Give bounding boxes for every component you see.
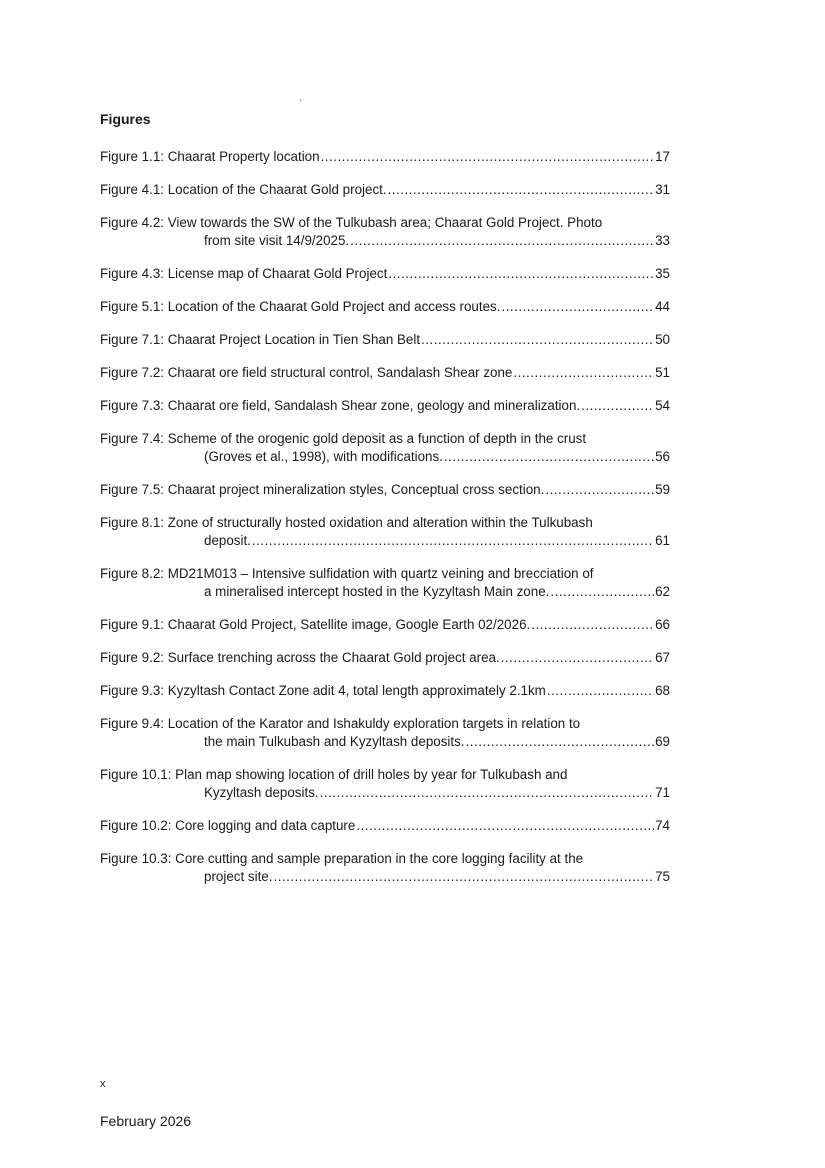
figure-entry[interactable] — [100, 766, 670, 802]
figure-entry-title — [100, 514, 670, 532]
figure-entry-text: Figure 4.2: View towards the SW of the Tulkubash area; Chaarat Gold Project. Photo — [100, 215, 603, 230]
figure-entry[interactable] — [100, 430, 670, 466]
figure-entry-text: from site visit 14/9/2025. — [204, 233, 350, 248]
figure-entry-title — [100, 850, 670, 868]
figure-entry[interactable] — [100, 565, 670, 601]
figure-entry-title — [100, 649, 670, 667]
figure-entry-text: Figure 9.2: Surface trenching across the Chaarat Gold project area. — [100, 650, 500, 665]
figure-entry[interactable] — [100, 331, 670, 349]
list-of-figures — [100, 148, 670, 901]
figure-entry-title — [100, 616, 670, 634]
figure-entry[interactable] — [100, 850, 670, 886]
figure-entry-text: Figure 7.4: Scheme of the orogenic gold deposit as a function of depth in the crust — [100, 431, 587, 446]
figure-entry-title — [100, 430, 670, 448]
figure-entry[interactable] — [100, 682, 670, 700]
figure-entry-continuation — [100, 232, 670, 250]
figure-entry[interactable] — [100, 397, 670, 415]
figure-entry-text: Figure 7.1: Chaarat Project Location in Tien Shan Belt — [100, 332, 421, 347]
figure-entry-title — [100, 331, 670, 349]
figure-entry-continuation — [100, 583, 670, 601]
figure-entry[interactable] — [100, 214, 670, 250]
figure-entry-title — [100, 364, 670, 382]
figure-entry-text: the main Tulkubash and Kyzyltash deposits. — [204, 734, 465, 749]
figure-entry-text: Figure 7.5: Chaarat project mineralization styles, Conceptual cross section. — [100, 482, 545, 497]
figure-entry[interactable] — [100, 817, 670, 835]
figure-entry-title — [100, 397, 670, 415]
figure-entry-text: Figure 10.2: Core logging and data capture — [100, 818, 356, 833]
dot-leader — [545, 481, 654, 499]
figure-entry-title — [100, 766, 670, 784]
figure-entry-text: Figure 7.3: Chaarat ore field, Sandalash Shear zone, geology and mineralization. — [100, 398, 581, 413]
dot-leader — [547, 682, 654, 700]
figure-entry[interactable] — [100, 265, 670, 283]
figure-page-number: 69 — [655, 734, 670, 749]
dot-leader — [550, 583, 654, 601]
figure-entry-title — [100, 715, 670, 733]
dot-leader — [356, 817, 654, 835]
figure-page-number: 74 — [655, 818, 670, 833]
figure-entry-continuation — [100, 784, 670, 802]
dot-leader — [466, 733, 655, 751]
figure-entry[interactable] — [100, 181, 670, 199]
figure-entry-title — [100, 817, 670, 835]
figure-entry-text: Kyzyltash deposits. — [204, 785, 319, 800]
figure-entry[interactable] — [100, 148, 670, 166]
figure-entry-continuation — [100, 448, 670, 466]
section-heading: Figures — [100, 111, 151, 127]
dot-leader — [421, 331, 654, 349]
figure-entry[interactable] — [100, 715, 670, 751]
figure-entry[interactable] — [100, 481, 670, 499]
figure-entry-continuation — [100, 532, 670, 550]
figure-page-number: 68 — [655, 683, 670, 698]
dot-leader — [444, 448, 654, 466]
figure-page-number: 59 — [655, 482, 670, 497]
figure-entry-text: Figure 9.3: Kyzyltash Contact Zone adit 4, total length approximately 2.1km — [100, 683, 546, 698]
dot-leader — [513, 364, 654, 382]
figure-page-number: 17 — [655, 149, 670, 164]
figure-entry[interactable] — [100, 364, 670, 382]
figure-entry-text: Figure 4.1: Location of the Chaarat Gold project. — [100, 182, 387, 197]
dot-leader — [581, 397, 654, 415]
figure-entry-text: (Groves et al., 1998), with modifications. — [204, 449, 443, 464]
figure-entry-text: deposit. — [204, 533, 251, 548]
figure-entry-text: Figure 8.1: Zone of structurally hosted oxidation and alteration within the Tulkubash — [100, 515, 593, 530]
figure-entry[interactable] — [100, 616, 670, 634]
figure-page-number: 35 — [655, 266, 670, 281]
dot-leader — [388, 265, 654, 283]
figure-page-number: 51 — [655, 365, 670, 380]
figure-entry-continuation — [100, 868, 670, 886]
dot-leader — [321, 148, 655, 166]
dot-leader — [501, 298, 654, 316]
figure-page-number: 71 — [655, 785, 670, 800]
figure-entry-text: Figure 9.1: Chaarat Gold Project, Satellite image, Google Earth 02/2026. — [100, 617, 531, 632]
figure-page-number: 56 — [655, 449, 670, 464]
figure-entry-text: project site. — [204, 869, 273, 884]
dot-leader — [320, 784, 654, 802]
stray-dot — [300, 100, 301, 101]
figure-entry-text: Figure 8.2: MD21M013 – Intensive sulfidation with quartz veining and brecciation of — [100, 566, 594, 581]
figure-page-number: 62 — [655, 584, 670, 599]
figure-entry-text: Figure 7.2: Chaarat ore field structural control, Sandalash Shear zone — [100, 365, 513, 380]
footer-date: February 2026 — [100, 1113, 192, 1129]
dot-leader — [273, 868, 654, 886]
figure-entry-title — [100, 214, 670, 232]
figure-page-number: 75 — [655, 869, 670, 884]
figure-entry-title — [100, 481, 670, 499]
figure-page-number: 54 — [655, 398, 670, 413]
figure-entry-text: Figure 4.3: License map of Chaarat Gold Project — [100, 266, 388, 281]
dot-leader — [531, 616, 654, 634]
figure-entry-text: Figure 10.3: Core cutting and sample preparation in the core logging facility at the — [100, 851, 584, 866]
figure-entry-title — [100, 298, 670, 316]
figure-entry[interactable] — [100, 514, 670, 550]
dot-leader — [388, 181, 655, 199]
figure-entry-title — [100, 265, 670, 283]
figure-page-number: 66 — [655, 617, 670, 632]
figure-entry-continuation — [100, 733, 670, 751]
figure-entry-title — [100, 181, 670, 199]
figure-page-number: 50 — [655, 332, 670, 347]
figure-page-number: 44 — [655, 299, 670, 314]
figure-page-number: 33 — [655, 233, 670, 248]
figure-entry-text: Figure 10.1: Plan map showing location of drill holes by year for Tulkubash and — [100, 767, 568, 782]
figure-entry-text: Figure 5.1: Location of the Chaarat Gold Project and access routes. — [100, 299, 501, 314]
figure-entry-text: a mineralised intercept hosted in the Kyzyltash Main zone. — [204, 584, 550, 599]
figure-entry-title — [100, 565, 670, 583]
footer-page-marker: x — [100, 1078, 106, 1090]
figure-entry-text: Figure 9.4: Location of the Karator and Ishakuldy exploration targets in relation to — [100, 716, 581, 731]
dot-leader — [350, 232, 654, 250]
figure-entry[interactable] — [100, 649, 670, 667]
figure-entry-title — [100, 148, 670, 166]
figure-page-number: 61 — [655, 533, 670, 548]
figure-entry-text: Figure 1.1: Chaarat Property location — [100, 149, 320, 164]
figure-entry-title — [100, 682, 670, 700]
dot-leader — [252, 532, 654, 550]
figure-page-number: 67 — [655, 650, 670, 665]
dot-leader — [501, 649, 654, 667]
figure-page-number: 31 — [655, 182, 670, 197]
figure-entry[interactable] — [100, 298, 670, 316]
